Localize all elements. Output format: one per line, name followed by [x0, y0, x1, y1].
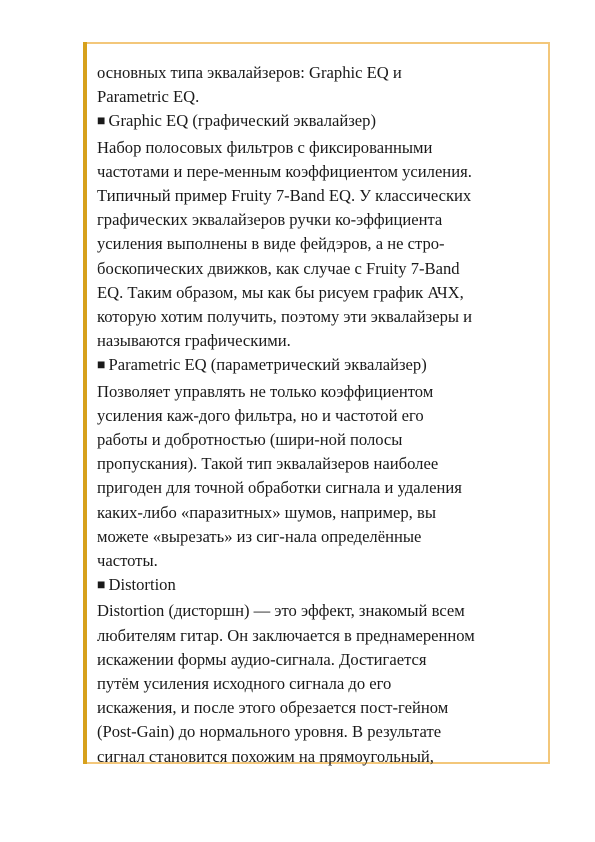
text-line: сигнал становится похожим на прямоугольный, [97, 746, 434, 766]
text-line: EQ. Таким образом, мы как бы рисуем график АЧХ, [97, 282, 464, 302]
text-line: Набор полосовых фильтров с фиксированными [97, 137, 433, 157]
heading-text: Graphic EQ (графический эквалайзер) [108, 111, 376, 131]
text-line: графических эквалайзеров ручки ко-эффициента [97, 210, 443, 230]
text-line: Distortion (дисторшн) — это эффект, знакомый всем [97, 601, 465, 621]
section-heading-graphic-eq [97, 109, 549, 135]
frame-left-accent [83, 42, 87, 764]
section-heading-parametric-eq [97, 353, 549, 379]
text-line: Типичный пример Fruity 7-Band EQ. У классических [97, 186, 472, 206]
heading-text: Parametric EQ (параметрический эквалайзер) [108, 355, 427, 375]
text-line: путём усиления исходного сигнала до его [97, 674, 392, 694]
text-line: можете «вырезать» из сиг-нала определённые [97, 526, 422, 546]
text-line: усиления каж-дого фильтра, но и частотой его [97, 405, 424, 425]
document-text [97, 61, 549, 769]
text-line: частоты. [97, 551, 158, 571]
text-line: основных типа эквалайзеров: Graphic EQ и [97, 63, 402, 82]
heading-text: Distortion [108, 575, 176, 595]
text-line: искажения, и после этого обрезается пост-гейном [97, 698, 449, 718]
text-line: частотами и пере-менным коэффициентом усиления. [97, 161, 472, 181]
square-bullet-icon: ■ [97, 358, 106, 374]
text-line: боскопических движков, как случае с Fruity 7-Band [97, 258, 460, 278]
text-line: любителям гитар. Он заключается в преднамеренном [97, 625, 475, 645]
square-bullet-icon: ■ [97, 114, 106, 130]
text-line: усиления выполнены в виде фейдэров, а не стро- [97, 234, 445, 254]
text-line: каких-либо «паразитных» шумов, например, вы [97, 502, 436, 522]
text-line: (Post-Gain) до нормального уровня. В результате [97, 722, 442, 742]
text-line: Позволяет управлять не только коэффициентом [97, 381, 434, 401]
text-line: которую хотим получить, поэтому эти эквалайзеры и [97, 307, 473, 327]
square-bullet-icon: ■ [97, 578, 106, 594]
text-line: пригоден для точной обработки сигнала и удаления [97, 478, 462, 498]
text-line: Parametric EQ. [97, 87, 200, 107]
text-line: называются графическими. [97, 331, 291, 351]
section-heading-distortion [97, 573, 549, 599]
text-line: искажении формы аудио-сигнала. Достигается [97, 649, 427, 669]
text-line: пропускания). Такой тип эквалайзеров наиболее [97, 454, 439, 474]
text-line: работы и добротностью (шири-ной полосы [97, 430, 403, 450]
